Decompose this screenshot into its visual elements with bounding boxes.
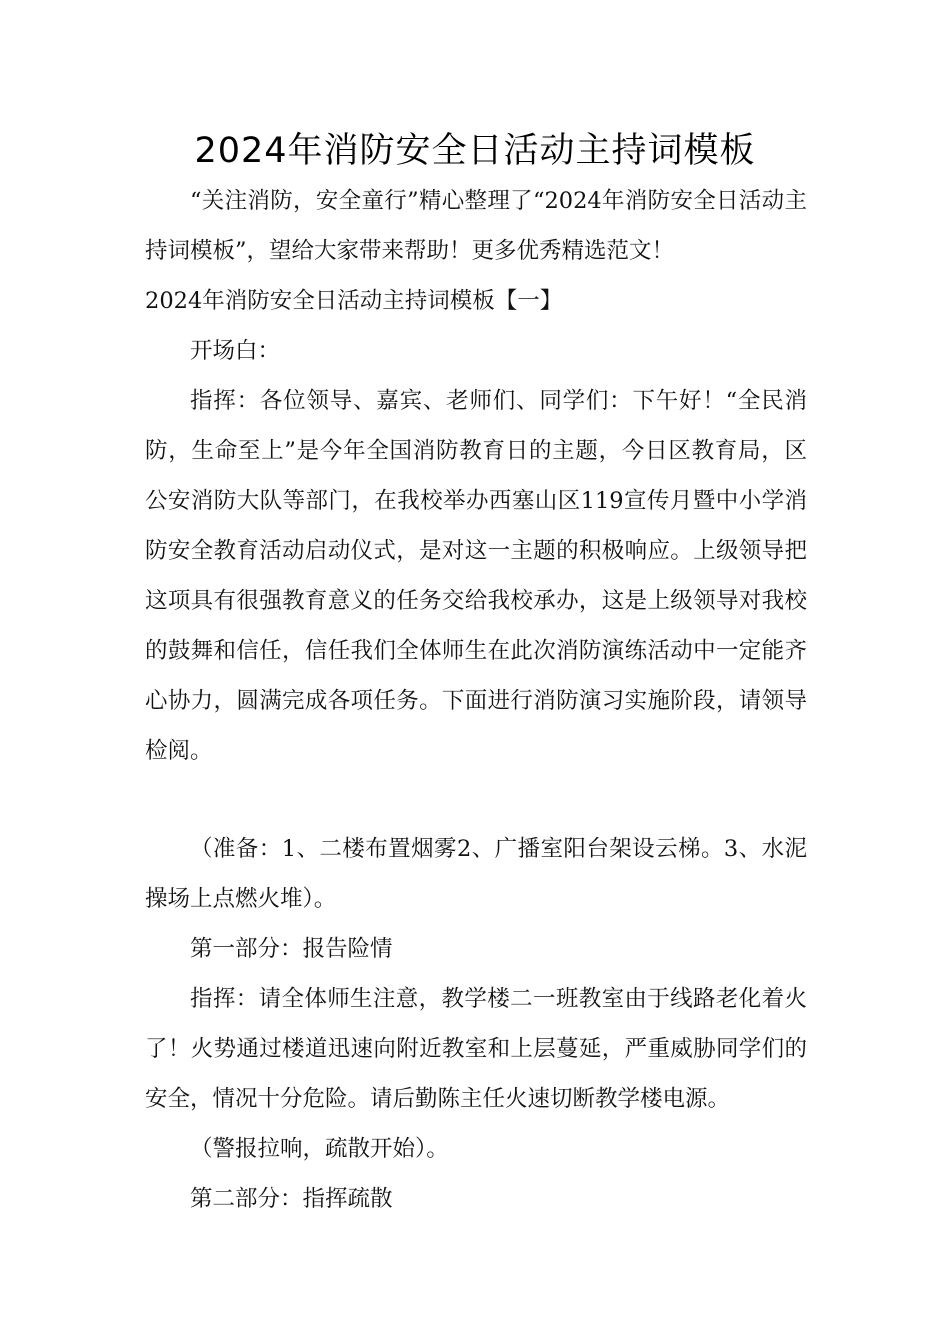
part-one-paragraph: 指挥：请全体师生注意，教学楼二一班教室由于线路老化着火了！火势通过楼道迅速向附近教室和上层蔓延，严重威胁同学们的安全，情况十分危险。请后勤陈主任火速切断教学楼电源。 <box>145 986 807 1112</box>
opening-label: 开场白： <box>190 338 281 364</box>
alarm-paragraph: （警报拉响，疏散开始）。 <box>190 1136 449 1162</box>
document-title: 2024年消防安全日活动主持词模板 <box>194 131 756 171</box>
section-heading: 2024年消防安全日活动主持词模板【一】 <box>145 288 563 314</box>
part-two-heading: 第二部分：指挥疏散 <box>190 1186 393 1212</box>
preparation-paragraph: （准备：1、二楼布置烟雾2、广播室阳台架设云梯。3、水泥操场上点燃火堆）。 <box>145 836 807 912</box>
part-one-heading: 第一部分：报告险情 <box>190 936 393 962</box>
opening-speech-paragraph: 指挥：各位领导、嘉宾、老师们、同学们：下午好！“全民消防，生命至上”是今年全国消防教育日的主题，今日区教育局，区公安消防大队等部门，在我校举办西塞山区119宣传月暨中小学消防安全教育活动启动仪式，是对这一主题的积极响应。上级领导把这项具有很强教育意义的任务交给我校承办，这是上级领导对我校的鼓舞和信任，信任我们全体师生在此次消防演练活动中一定能齐心协力，圆满完成各项任务。下面进行消防演习实施阶段，请领导检阅。 <box>145 388 807 764</box>
intro-paragraph: “关注消防，安全童行”精心整理了“2024年消防安全日活动主持词模板”，望给大家带来帮助！更多优秀精选范文！ <box>145 188 807 264</box>
